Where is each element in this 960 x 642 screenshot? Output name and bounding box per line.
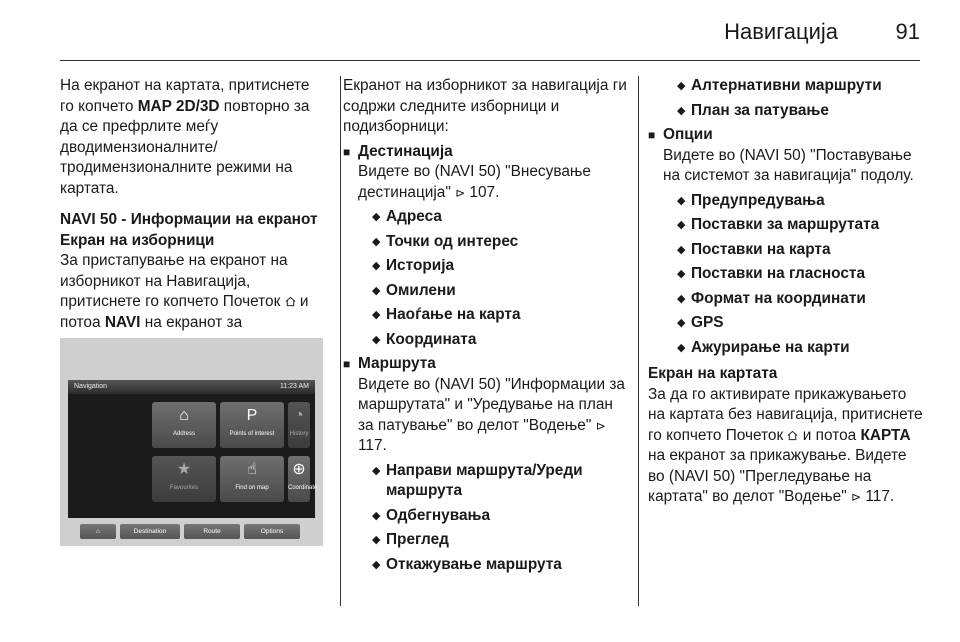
screen-title-bar xyxy=(68,380,315,394)
section-heading-map-screen: Екран на картата xyxy=(648,365,778,382)
destination-description: Видете во (NAVI 50) "Внесување дестинација" ⊳ 107. xyxy=(358,163,591,201)
sub-item: ◆ Ажурирање на карти xyxy=(648,338,923,359)
route-button[interactable]: Route xyxy=(184,524,240,539)
sub-item: ◆ Наоѓање на карта xyxy=(343,305,628,326)
diamond-bullet-icon: ◆ xyxy=(372,333,381,346)
diamond-bullet-icon: ◆ xyxy=(677,243,686,256)
paragraph-menu-intro: Екранот на изборникот за навигација ги содржи следните изборници и подизборници: xyxy=(343,77,627,135)
diamond-bullet-icon: ◆ xyxy=(677,341,686,354)
destination-button[interactable]: Destination xyxy=(120,524,180,539)
sub-item: ◆ Адреса xyxy=(343,207,628,228)
square-bullet-icon: ■ xyxy=(343,144,351,159)
tile-favourites[interactable]: ★ Favourites xyxy=(152,456,216,502)
sub-item: ◆ Поставки за маршрутата xyxy=(648,215,923,236)
options-description: Видете во (NAVI 50) "Поставување на системот за навигација" подолу. xyxy=(663,146,914,184)
page-ref-arrow-icon: ⊳ xyxy=(595,418,606,433)
home-button[interactable]: ⌂ xyxy=(80,524,116,539)
house-icon: ⌂ xyxy=(179,407,189,424)
page-ref-arrow-icon: ⊳ xyxy=(455,185,466,200)
sub-item: ◆ Предупредувања xyxy=(648,191,923,212)
diamond-bullet-icon: ◆ xyxy=(677,104,686,117)
screen-time: 11:23 AM xyxy=(279,383,309,390)
list-item-destination: ■ Дестинација xyxy=(343,142,628,163)
sub-item: ◆ Преглед xyxy=(343,530,628,551)
page-header xyxy=(0,0,960,62)
diamond-bullet-icon: ◆ xyxy=(677,194,686,207)
home-icon xyxy=(787,430,798,441)
diamond-bullet-icon: ◆ xyxy=(372,558,381,571)
page-number: 91 xyxy=(895,19,920,44)
sub-item: ◆ Направи маршрута/Уреди маршрута xyxy=(372,461,583,499)
history-icon: ◔ xyxy=(294,407,304,424)
diamond-bullet-icon: ◆ xyxy=(372,235,381,248)
sub-item: ◆ Поставки на гласноста xyxy=(648,264,923,285)
sub-item: ◆ GPS xyxy=(648,313,923,334)
screen-title: Navigation xyxy=(74,383,108,390)
diamond-bullet-icon: ◆ xyxy=(372,509,381,522)
sub-item: ◆ План за патување xyxy=(648,101,923,122)
sub-item: ◆ Омилени xyxy=(343,281,628,302)
diamond-bullet-icon: ◆ xyxy=(677,317,686,329)
column-divider xyxy=(638,76,639,606)
column-2 xyxy=(343,76,628,575)
screen-panel xyxy=(68,394,318,518)
navigation-screenshot xyxy=(60,338,323,546)
hand-icon: ☝ xyxy=(247,461,257,478)
section-heading-menu-screen: NAVI 50 - Информации на екранот Екран на изборници xyxy=(60,211,318,249)
options-button[interactable]: Options xyxy=(244,524,300,539)
globe-icon: ⊕ xyxy=(292,461,306,478)
sub-item: ◆ Откажување маршрута xyxy=(343,555,628,576)
home-icon xyxy=(285,296,296,307)
square-bullet-icon: ■ xyxy=(343,357,351,371)
sub-item: ◆ Одбегнувања xyxy=(343,506,628,527)
sub-item: ◆ Поставки на карта xyxy=(648,240,923,261)
diamond-bullet-icon: ◆ xyxy=(677,268,686,280)
paragraph-menu-access: За пристапување на екранот на изборникот на Навигација, притиснете го копчето Почеток и потоа NAVI на екранот за xyxy=(60,252,309,331)
diamond-bullet-icon: ◆ xyxy=(372,260,381,272)
sub-item: ◆ Координата xyxy=(343,330,628,351)
list-item-options: ■ Опции xyxy=(648,125,923,146)
list-item-route: ■ Маршрута xyxy=(343,354,628,375)
diamond-bullet-icon: ◆ xyxy=(372,464,381,477)
square-bullet-icon: ■ xyxy=(648,128,656,142)
column-divider xyxy=(340,76,341,606)
diamond-bullet-icon: ◆ xyxy=(372,211,381,223)
diamond-bullet-icon: ◆ xyxy=(372,284,381,297)
diamond-bullet-icon: ◆ xyxy=(677,292,686,305)
diamond-bullet-icon: ◆ xyxy=(677,219,686,231)
route-description: Видете во (NAVI 50) "Информации за маршрутата" и "Уредување на план за патување" во делот "Водење" ⊳ 117. xyxy=(358,375,625,454)
sub-item: ◆ Формат на координати xyxy=(648,289,923,310)
sub-item: ◆ Историја xyxy=(343,256,628,277)
sub-item: ◆ Алтернативни маршрути xyxy=(648,76,923,97)
column-1 xyxy=(60,76,325,354)
diamond-bullet-icon: ◆ xyxy=(372,534,381,546)
tile-history[interactable]: ◔ History xyxy=(288,402,310,448)
star-icon: ★ xyxy=(176,461,192,478)
tile-coordinate[interactable]: ⊕ Coordinate xyxy=(288,456,310,502)
diamond-bullet-icon: ◆ xyxy=(677,80,686,92)
screen-bottom-bar xyxy=(68,518,315,546)
paragraph-map-2d3d: На екранот на картата, притиснете го копчето MAP 2D/3D повторно за да се префрлите меѓу дводимензионалните/ тродимензионалните режими на картата. xyxy=(60,77,310,197)
page-title: Навигација xyxy=(724,19,838,44)
page-ref-arrow-icon: ⊳ xyxy=(851,490,862,504)
paragraph-map-screen: За да го активирате прикажувањето на картата без навигација, притиснете го копчето Почеток и потоа КАРТА на екранот за прикажување. Видете во (NAVI 50) "Прегледување на картата" во делот "Водење" ⊳ 117. xyxy=(648,385,923,505)
header-rule xyxy=(60,60,920,61)
column-3 xyxy=(648,76,923,508)
tile-find-on-map[interactable]: ☝ Find on map xyxy=(220,456,284,502)
sub-item: ◆ Точки од интерес xyxy=(343,232,628,253)
diamond-bullet-icon: ◆ xyxy=(372,309,381,321)
tile-points-of-interest[interactable]: P Points of interest xyxy=(220,402,284,448)
tile-address[interactable]: ⌂ Address xyxy=(152,402,216,448)
poi-icon: P xyxy=(246,407,258,424)
